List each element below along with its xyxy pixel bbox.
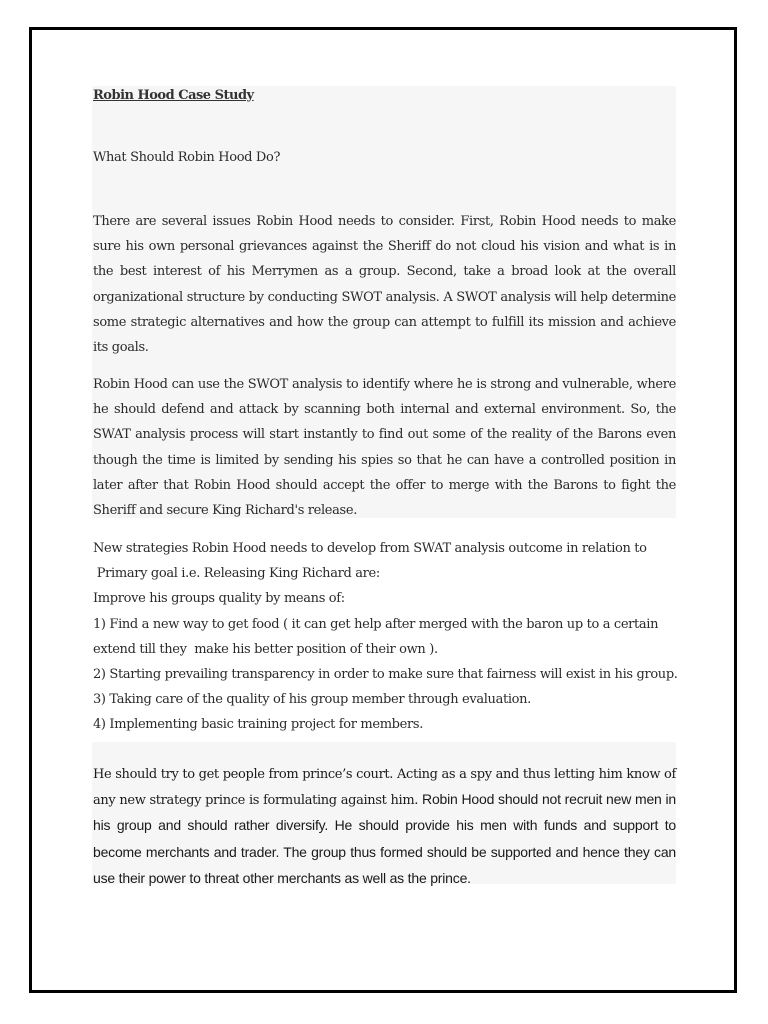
document-title: Robin Hood Case Study (93, 88, 254, 103)
section-heading: What Should Robin Hood Do? (93, 150, 281, 165)
paragraph-1: There are several issues Robin Hood needs to consider. First, Robin Hood needs to make sure his own personal grievances against the Sheriff do not cloud his vision and what is in the best interest of his Merrymen as a group. Second, take a broad look at the overall organizational structure by conducting SWOT analysis. A SWOT analysis will help determine some strategic alternatives and how the group can attempt to fulfill its mission and achieve its goals. (93, 214, 676, 356)
paragraph-3-part-2: Robin Hood should not recruit new men in his group and should rather diversify. He should provide his men with funds and support to become merchants and trader. The group thus formed should be supported and hence they can use their power to threat other merchants as well as the prince. (93, 791, 677, 886)
list-item-1-line-1: 1) Find a new way to get food ( it can get help after merged with the baron up to a certain (93, 616, 659, 632)
strategies-intro-line-1: New strategies Robin Hood needs to develop from SWAT analysis outcome in relation to (93, 541, 647, 556)
paragraph-3-part-1: He should try to get people from prince’s court. Acting as a spy and thus letting him know of any new strategy prince is formulating against him. (93, 767, 676, 809)
strategies-intro-line-2: Primary goal i.e. Releasing King Richard are: (93, 566, 380, 582)
list-item-2: 2) Starting prevailing transparency in order to make sure that fairness will exist in his group. (93, 666, 678, 682)
paragraph-3 (93, 762, 676, 892)
list-item-3: 3) Taking care of the quality of his group member through evaluation. (93, 692, 531, 708)
list-item-1-line-2: extend till they make his better position of their own ). (93, 641, 438, 657)
paragraph-1-block (93, 209, 676, 360)
paragraph-2: Robin Hood can use the SWOT analysis to identify where he is strong and vulnerable, where he should defend and attack by scanning both internal and external environment. So, the SWAT analysis process will start instantly to find out some of the reality of the Barons even though the time is limited by sending his spies so that he can have a controlled position in later after that Robin Hood should accept the offer to merge with the Barons to fight the Sheriff and secure King Richard's release. (93, 377, 676, 519)
list-item-4: 4) Implementing basic training project for members. (93, 717, 423, 733)
paragraph-2-block (93, 372, 676, 523)
paragraph-3-block (93, 762, 676, 892)
strategies-list (93, 536, 676, 738)
strategies-intro-line-3: Improve his groups quality by means of: (93, 591, 345, 607)
